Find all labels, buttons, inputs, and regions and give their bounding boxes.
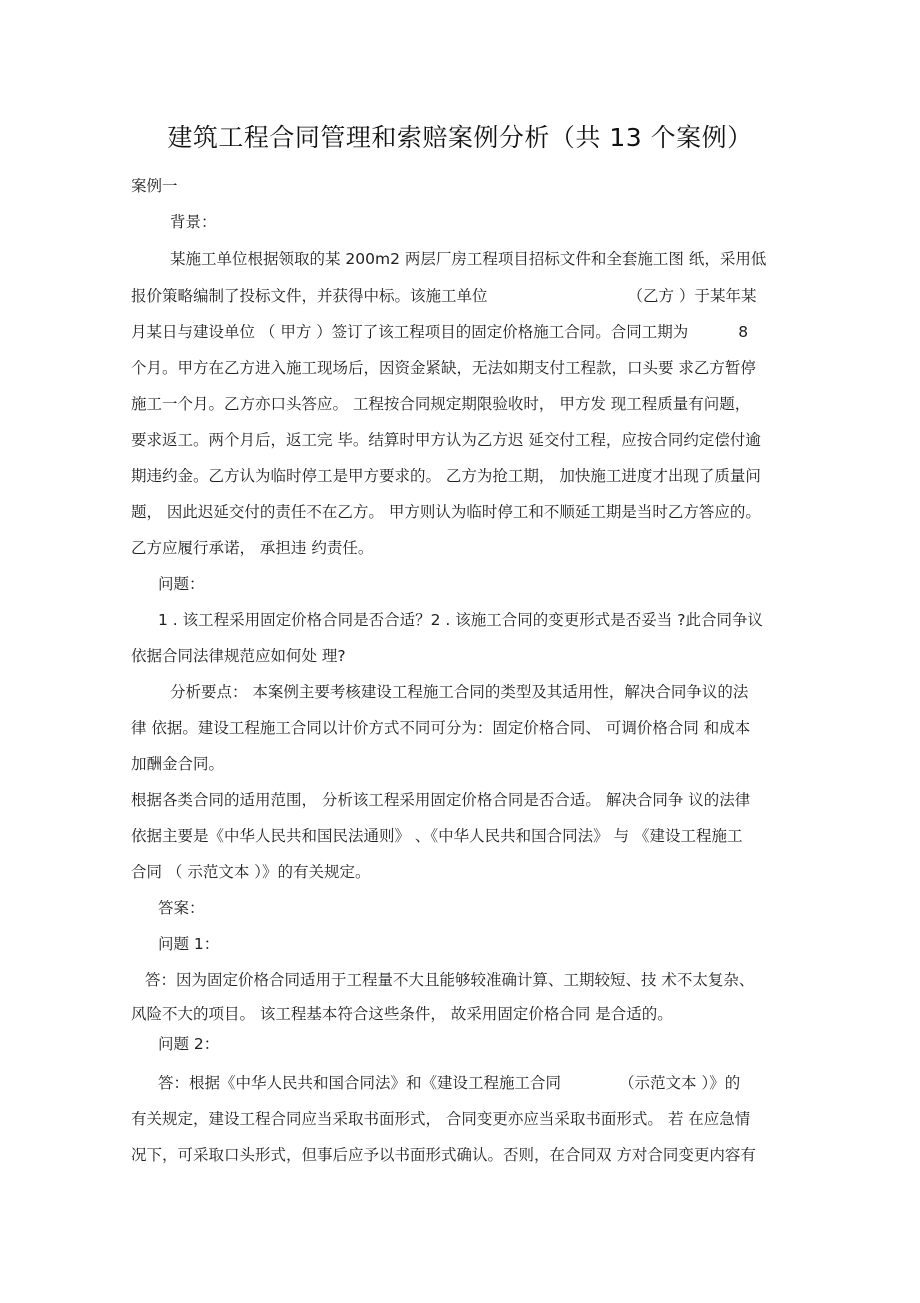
- background-line-3-part-a: 月某日与建设单位 （ 甲方 ）签订了该工程项目的固定价格施工合同。合同工期为: [131, 323, 689, 341]
- analysis-line-2: 律 依据。建设工程施工合同以计价方式不同可分为：固定价格合同、 可调价格合同 和成本: [131, 719, 751, 737]
- background-line-6: 要求返工。两个月后，返工完 毕。结算时甲方认为乙方迟 延交付工程，应按合同约定偿付逾: [131, 431, 761, 449]
- analysis-line-6: 合同 （ 示范文本 ）》的有关规定。: [131, 863, 371, 881]
- background-line-5: 施工一个月。乙方亦口头答应。 工程按合同规定期限验收时， 甲方发 现工程质量有问题，: [131, 395, 751, 413]
- answer-2-line-1: [158, 1073, 740, 1093]
- case-heading: 案例一: [131, 177, 178, 195]
- background-line-9: 乙方应履行承诺， 承担违 约责任。: [131, 539, 374, 557]
- answer-1-line-2: 风险不大的项目。 该工程基本符合这些条件， 故采用固定价格合同 是合适的。: [131, 1005, 673, 1023]
- question-label: 问题：: [158, 575, 205, 593]
- answer-2-line-2: 有关规定，建设工程合同应当采取书面形式， 合同变更亦应当采取书面形式。 若 在应急情: [131, 1110, 751, 1128]
- background-line-2: [131, 286, 756, 306]
- analysis-line-1: 分析要点： 本案例主要考核建设工程施工合同的类型及其适用性，解决合同争议的法: [170, 683, 749, 701]
- question-2-label: 问题 2：: [158, 1035, 220, 1053]
- question-line-2: 依据合同法律规范应如何处 理?: [131, 647, 346, 665]
- analysis-line-3: 加酬金合同。: [131, 755, 225, 773]
- background-label: 背景：: [170, 213, 217, 231]
- answer-label: 答案：: [158, 899, 205, 917]
- background-line-3: [131, 322, 748, 342]
- analysis-line-5: 依据主要是《中华人民共和国民法通则》 、《中华人民共和国合同法》 与 《建设工程施工: [131, 827, 743, 845]
- answer-1-line-1: 答：因为固定价格合同适用于工程量不大且能够较准确计算、工期较短、技 术不太复杂、: [145, 971, 755, 989]
- answer-2-line-1-part-b: （示范文本 ）》的: [619, 1074, 741, 1092]
- answer-2-line-3: 况下，可采取口头形式，但事后应予以书面形式确认。否则，在合同双 方对合同变更内容有: [131, 1146, 756, 1164]
- background-line-2-part-b: （乙方 ）于某年某: [627, 287, 757, 305]
- answer-2-line-1-part-a: 答：根据《中华人民共和国合同法》和《建设工程施工合同: [158, 1074, 562, 1092]
- background-line-8: 题， 因此迟延交付的责任不在乙方。 甲方则认为临时停工和不顺延工期是当时乙方答应的。: [131, 503, 761, 521]
- question-line-1: 1 . 该工程采用固定价格合同是否合适？2 . 该施工合同的变更形式是否妥当 ?此合同争议: [158, 611, 763, 629]
- background-line-1: 某施工单位根据领取的某 200m2 两层厂房工程项目招标文件和全套施工图 纸，采用低: [170, 250, 767, 268]
- document-title: 建筑工程合同管理和索赔案例分析（共 13 个案例）: [167, 123, 753, 152]
- background-line-4: 个月。甲方在乙方进入施工现场后，因资金紧缺，无法如期支付工程款，口头要 求乙方暂停: [131, 359, 756, 377]
- background-line-3-part-b: 8: [738, 323, 749, 341]
- background-line-2-part-a: 报价策略编制了投标文件，并获得中标。该施工单位: [131, 287, 488, 305]
- question-1-label: 问题 1：: [158, 935, 220, 953]
- analysis-line-4: 根据各类合同的适用范围， 分析该工程采用固定价格合同是否合适。 解决合同争 议的法律: [131, 791, 751, 809]
- background-line-7: 期违约金。乙方认为临时停工是甲方要求的。 乙方为抢工期， 加快施工进度才出现了质量问: [131, 467, 761, 485]
